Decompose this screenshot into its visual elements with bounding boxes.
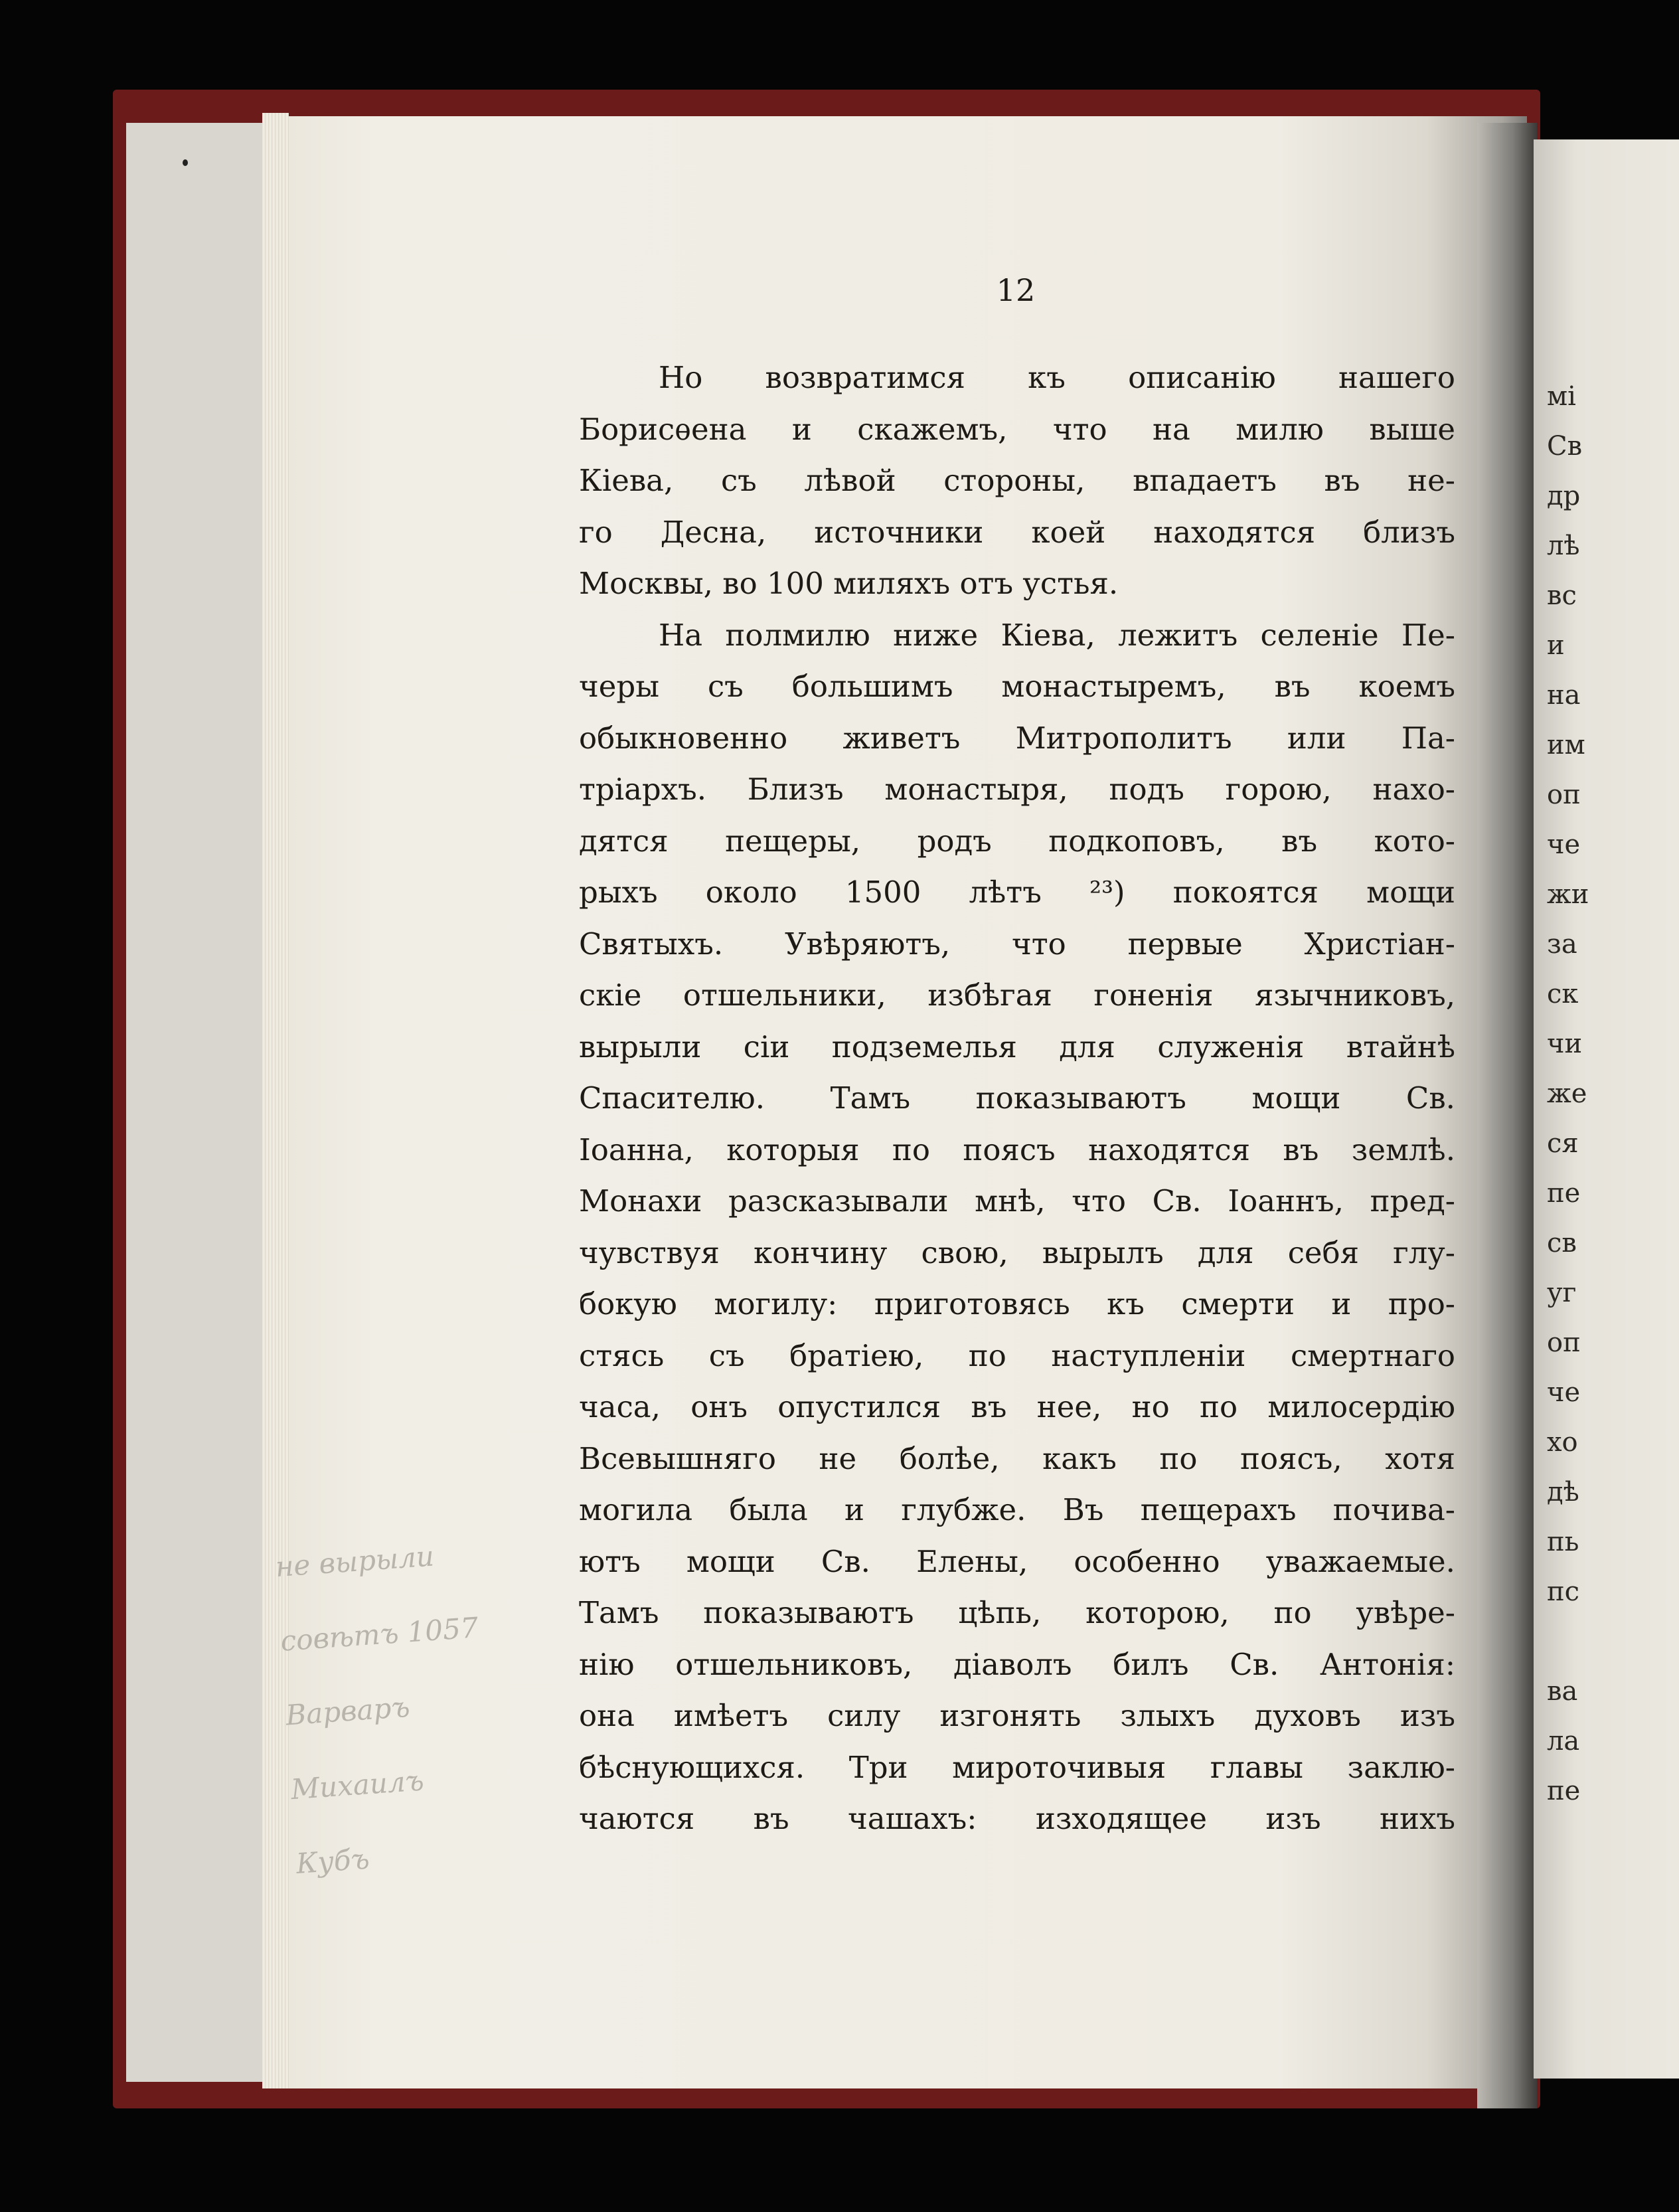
margin-handwriting: [273, 1512, 557, 1901]
margin-note: не вырыли: [274, 1539, 436, 1584]
right-page-fragment: дѣ: [1547, 1477, 1579, 1507]
right-page-fragment: че: [1547, 1377, 1581, 1408]
right-page-fragment: ск: [1547, 979, 1579, 1009]
right-page-fragment: пе: [1547, 1776, 1581, 1806]
text-line: дятся пещеры, родъ подкоповъ, въ кото-: [579, 823, 1455, 859]
right-page-fragment: ла: [1547, 1726, 1580, 1756]
right-page-fragment: ся: [1547, 1128, 1579, 1159]
right-page-fragment: жи: [1547, 879, 1589, 910]
right-page-fragment: пь: [1547, 1527, 1579, 1557]
text-line: Всевышняго не болѣе, какъ по поясъ, хотя: [579, 1440, 1455, 1476]
text-line: Монахи разсказывали мнѣ, что Св. Іоаннъ, пред-: [579, 1183, 1455, 1219]
text-line: чувствуя кончину свою, вырылъ для себя глу-: [579, 1234, 1455, 1270]
margin-note: совѣтъ 1057: [279, 1611, 479, 1658]
right-page-fragment: уг: [1547, 1278, 1577, 1308]
text-line: ютъ мощи Св. Елены, особенно уважаемые.: [579, 1543, 1455, 1579]
page-body: [579, 352, 1455, 1845]
text-line: тріархъ. Близъ монастыря, подъ горою, нахо-: [579, 772, 1455, 807]
right-page-fragment: [1547, 1617, 1679, 1667]
text-line: Кіева, съ лѣвой стороны, впадаетъ въ не-: [579, 463, 1455, 498]
right-page-fragment: оп: [1547, 780, 1581, 810]
text-line: На полмилю ниже Кіева, лежитъ селеніе Пе-: [659, 617, 1455, 653]
right-page-fragment: хо: [1547, 1427, 1578, 1458]
text-line: Святыхъ. Увѣряютъ, что первые Христіан-: [579, 926, 1455, 962]
right-page-fragment: и: [1547, 630, 1565, 661]
page-edges: [262, 113, 289, 2088]
margin-note: Варваръ: [284, 1690, 411, 1732]
right-page-fragment: пе: [1547, 1178, 1581, 1209]
text-line: нію отшельниковъ, діаволъ билъ Св. Антонія:: [579, 1646, 1455, 1682]
right-page-text: [1547, 372, 1679, 1816]
text-line: она имѣетъ силу изгонять злыхъ духовъ изъ: [579, 1698, 1455, 1733]
text-line: Іоанна, которыя по поясъ находятся въ землѣ.: [579, 1132, 1455, 1167]
text-line: рыхъ около 1500 лѣтъ ²³) покоятся мощи: [579, 875, 1455, 910]
text-line: Но возвратимся къ описанію нашего: [659, 360, 1455, 395]
right-page-fragment: вс: [1547, 580, 1577, 611]
text-line: го Десна, источники коей находятся близъ: [579, 514, 1455, 550]
right-page-fragment: чи: [1547, 1029, 1583, 1059]
text-line: черы съ большимъ монастыремъ, въ коемъ: [579, 669, 1455, 704]
right-page-fragment: др: [1547, 481, 1581, 511]
text-line: часа, онъ опустился въ нее, но по милосердію: [579, 1389, 1455, 1424]
text-line: чаются въ чашахъ: изходящее изъ нихъ: [579, 1801, 1455, 1836]
right-page-fragment: оп: [1547, 1327, 1581, 1358]
text-line: бокую могилу: приготовясь къ смерти и про-: [579, 1286, 1455, 1321]
right-page-fragment: че: [1547, 829, 1581, 860]
margin-note: Кубъ: [295, 1842, 371, 1880]
text-line: могила была и глубже. Въ пещерахъ почива-: [579, 1492, 1455, 1527]
dust-speck: [183, 159, 188, 166]
text-line: Спасителю. Тамъ показываютъ мощи Св.: [579, 1080, 1455, 1116]
text-line: Тамъ показываютъ цѣпь, которою, по увѣре-: [579, 1595, 1455, 1630]
right-page-fragment: мі: [1547, 381, 1576, 412]
endpaper: [126, 123, 272, 2082]
text-line: Москвы, во 100 миляхъ отъ устья.: [579, 566, 1119, 601]
text-line: вырыли сіи подземелья для служенія втайнѣ: [579, 1029, 1455, 1064]
right-page-fragment: пс: [1547, 1576, 1580, 1607]
text-line: скіе отшельники, избѣгая гоненія язычниковъ,: [579, 978, 1455, 1013]
right-page-fragment: им: [1547, 730, 1585, 760]
right-page-fragment: Св: [1547, 431, 1583, 462]
right-page-fragment: за: [1547, 929, 1577, 960]
page-number: 12: [996, 272, 1036, 308]
margin-note: Михаилъ: [289, 1764, 426, 1806]
text-line: Борисѳена и скажемъ, что на милю выше: [579, 411, 1455, 447]
right-page-fragment: на: [1547, 680, 1581, 711]
right-page-fragment: лѣ: [1547, 531, 1580, 561]
text-line: бѣснующихся. Три мироточивыя главы заклю-: [579, 1749, 1455, 1785]
right-page-fragment: ва: [1547, 1676, 1578, 1707]
right-page-fragment: св: [1547, 1228, 1577, 1258]
text-line: обыкновенно живетъ Митрополитъ или Па-: [579, 720, 1455, 756]
right-page-fragment: же: [1547, 1078, 1587, 1109]
text-line: стясь съ братіею, по наступленіи смертнаго: [579, 1337, 1455, 1373]
book-gutter: [1477, 123, 1537, 2108]
